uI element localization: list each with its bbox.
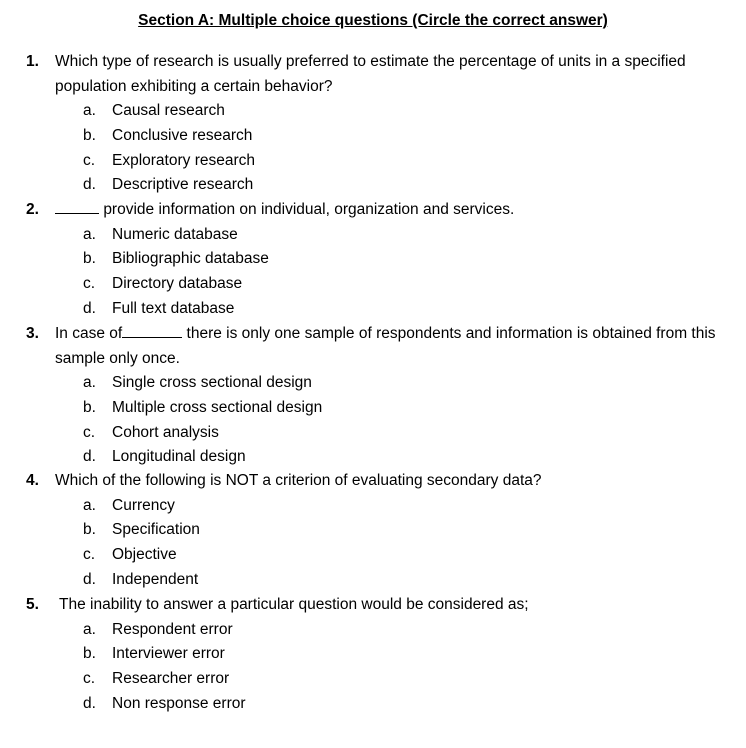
option-letter: c. [83,546,96,564]
option-text: Single cross sectional design [112,374,312,392]
option-text: Bibliographic database [112,250,269,268]
option-letter: b. [83,645,96,663]
option-item[interactable] [26,445,726,470]
option-letter: a. [83,620,96,638]
option-item[interactable] [26,149,726,174]
option-item[interactable] [26,247,726,272]
question-text-before: In case of [55,325,123,342]
option-letter: d. [83,176,96,194]
option-letter: c. [83,670,96,688]
question-number: 3. [26,325,39,342]
question-text: The inability to answer a particular question would be considered as; [59,596,529,613]
option-letter: d. [83,694,96,712]
option-item[interactable] [26,543,726,568]
option-text: Objective [112,546,177,564]
option-item[interactable] [26,494,726,519]
option-item[interactable] [26,618,726,643]
option-list [26,223,726,322]
question-text-after: there is only one sample of respondents and information is obtained from this sample only once. [55,325,716,367]
option-text: Directory database [112,275,243,293]
option-text: Conclusive research [112,127,253,145]
option-text: Interviewer error [112,645,225,663]
option-text: Full text database [112,299,235,317]
option-text: Longitudinal design [112,448,246,466]
option-text: Currency [112,496,175,514]
question-4 [26,469,726,592]
option-list [26,494,726,593]
option-letter: a. [83,496,96,514]
option-item[interactable] [26,642,726,667]
question-number: 2. [26,201,39,218]
question-text [55,198,719,223]
option-text: Researcher error [112,670,230,688]
option-text: Exploratory research [112,151,256,169]
option-item[interactable] [26,124,726,149]
option-item[interactable] [26,297,726,322]
option-item[interactable] [26,396,726,421]
option-letter: d. [83,448,96,466]
option-letter: b. [83,127,96,145]
section-title: Section A: Multiple choice questions (Circle the correct answer) [138,12,608,29]
question-text-after: provide information on individual, organization and services. [103,201,515,218]
option-text: Specification [112,521,200,539]
option-item[interactable] [26,568,726,593]
question-number: 5. [26,596,39,613]
option-item[interactable] [26,667,726,692]
option-text: Numeric database [112,225,238,243]
option-text: Respondent error [112,620,233,638]
option-list [26,99,726,198]
option-letter: c. [83,151,96,169]
question-5 [26,593,726,716]
option-item[interactable] [26,99,726,124]
option-text: Descriptive research [112,176,254,194]
answer-blank [55,199,99,214]
question-text [55,322,719,371]
question-3 [26,322,726,470]
option-letter: d. [83,299,96,317]
option-letter: b. [83,250,96,268]
option-text: Non response error [112,694,246,712]
answer-blank [122,323,182,338]
option-item[interactable] [26,272,726,297]
option-text: Independent [112,570,199,588]
option-letter: d. [83,570,96,588]
option-list [26,618,726,717]
question-text: Which of the following is NOT a criterion of evaluating secondary data? [55,472,542,489]
option-text: Causal research [112,102,225,120]
option-letter: c. [83,423,96,441]
option-letter: c. [83,275,96,293]
option-text: Cohort analysis [112,423,219,441]
option-letter: b. [83,521,96,539]
option-letter: a. [83,225,96,243]
option-item[interactable] [26,692,726,717]
option-item[interactable] [26,421,726,446]
option-list [26,371,726,470]
option-text: Multiple cross sectional design [112,399,323,417]
question-text: Which type of research is usually preferred to estimate the percentage of units in a specified population exhibiting a certain behavior? [55,53,686,95]
option-letter: b. [83,399,96,417]
question-1 [26,50,726,198]
option-item[interactable] [26,173,726,198]
option-letter: a. [83,374,96,392]
option-item[interactable] [26,223,726,248]
option-item[interactable] [26,518,726,543]
question-number: 4. [26,472,39,489]
question-2 [26,198,726,321]
question-number: 1. [26,53,39,70]
option-letter: a. [83,102,96,120]
option-item[interactable] [26,371,726,396]
